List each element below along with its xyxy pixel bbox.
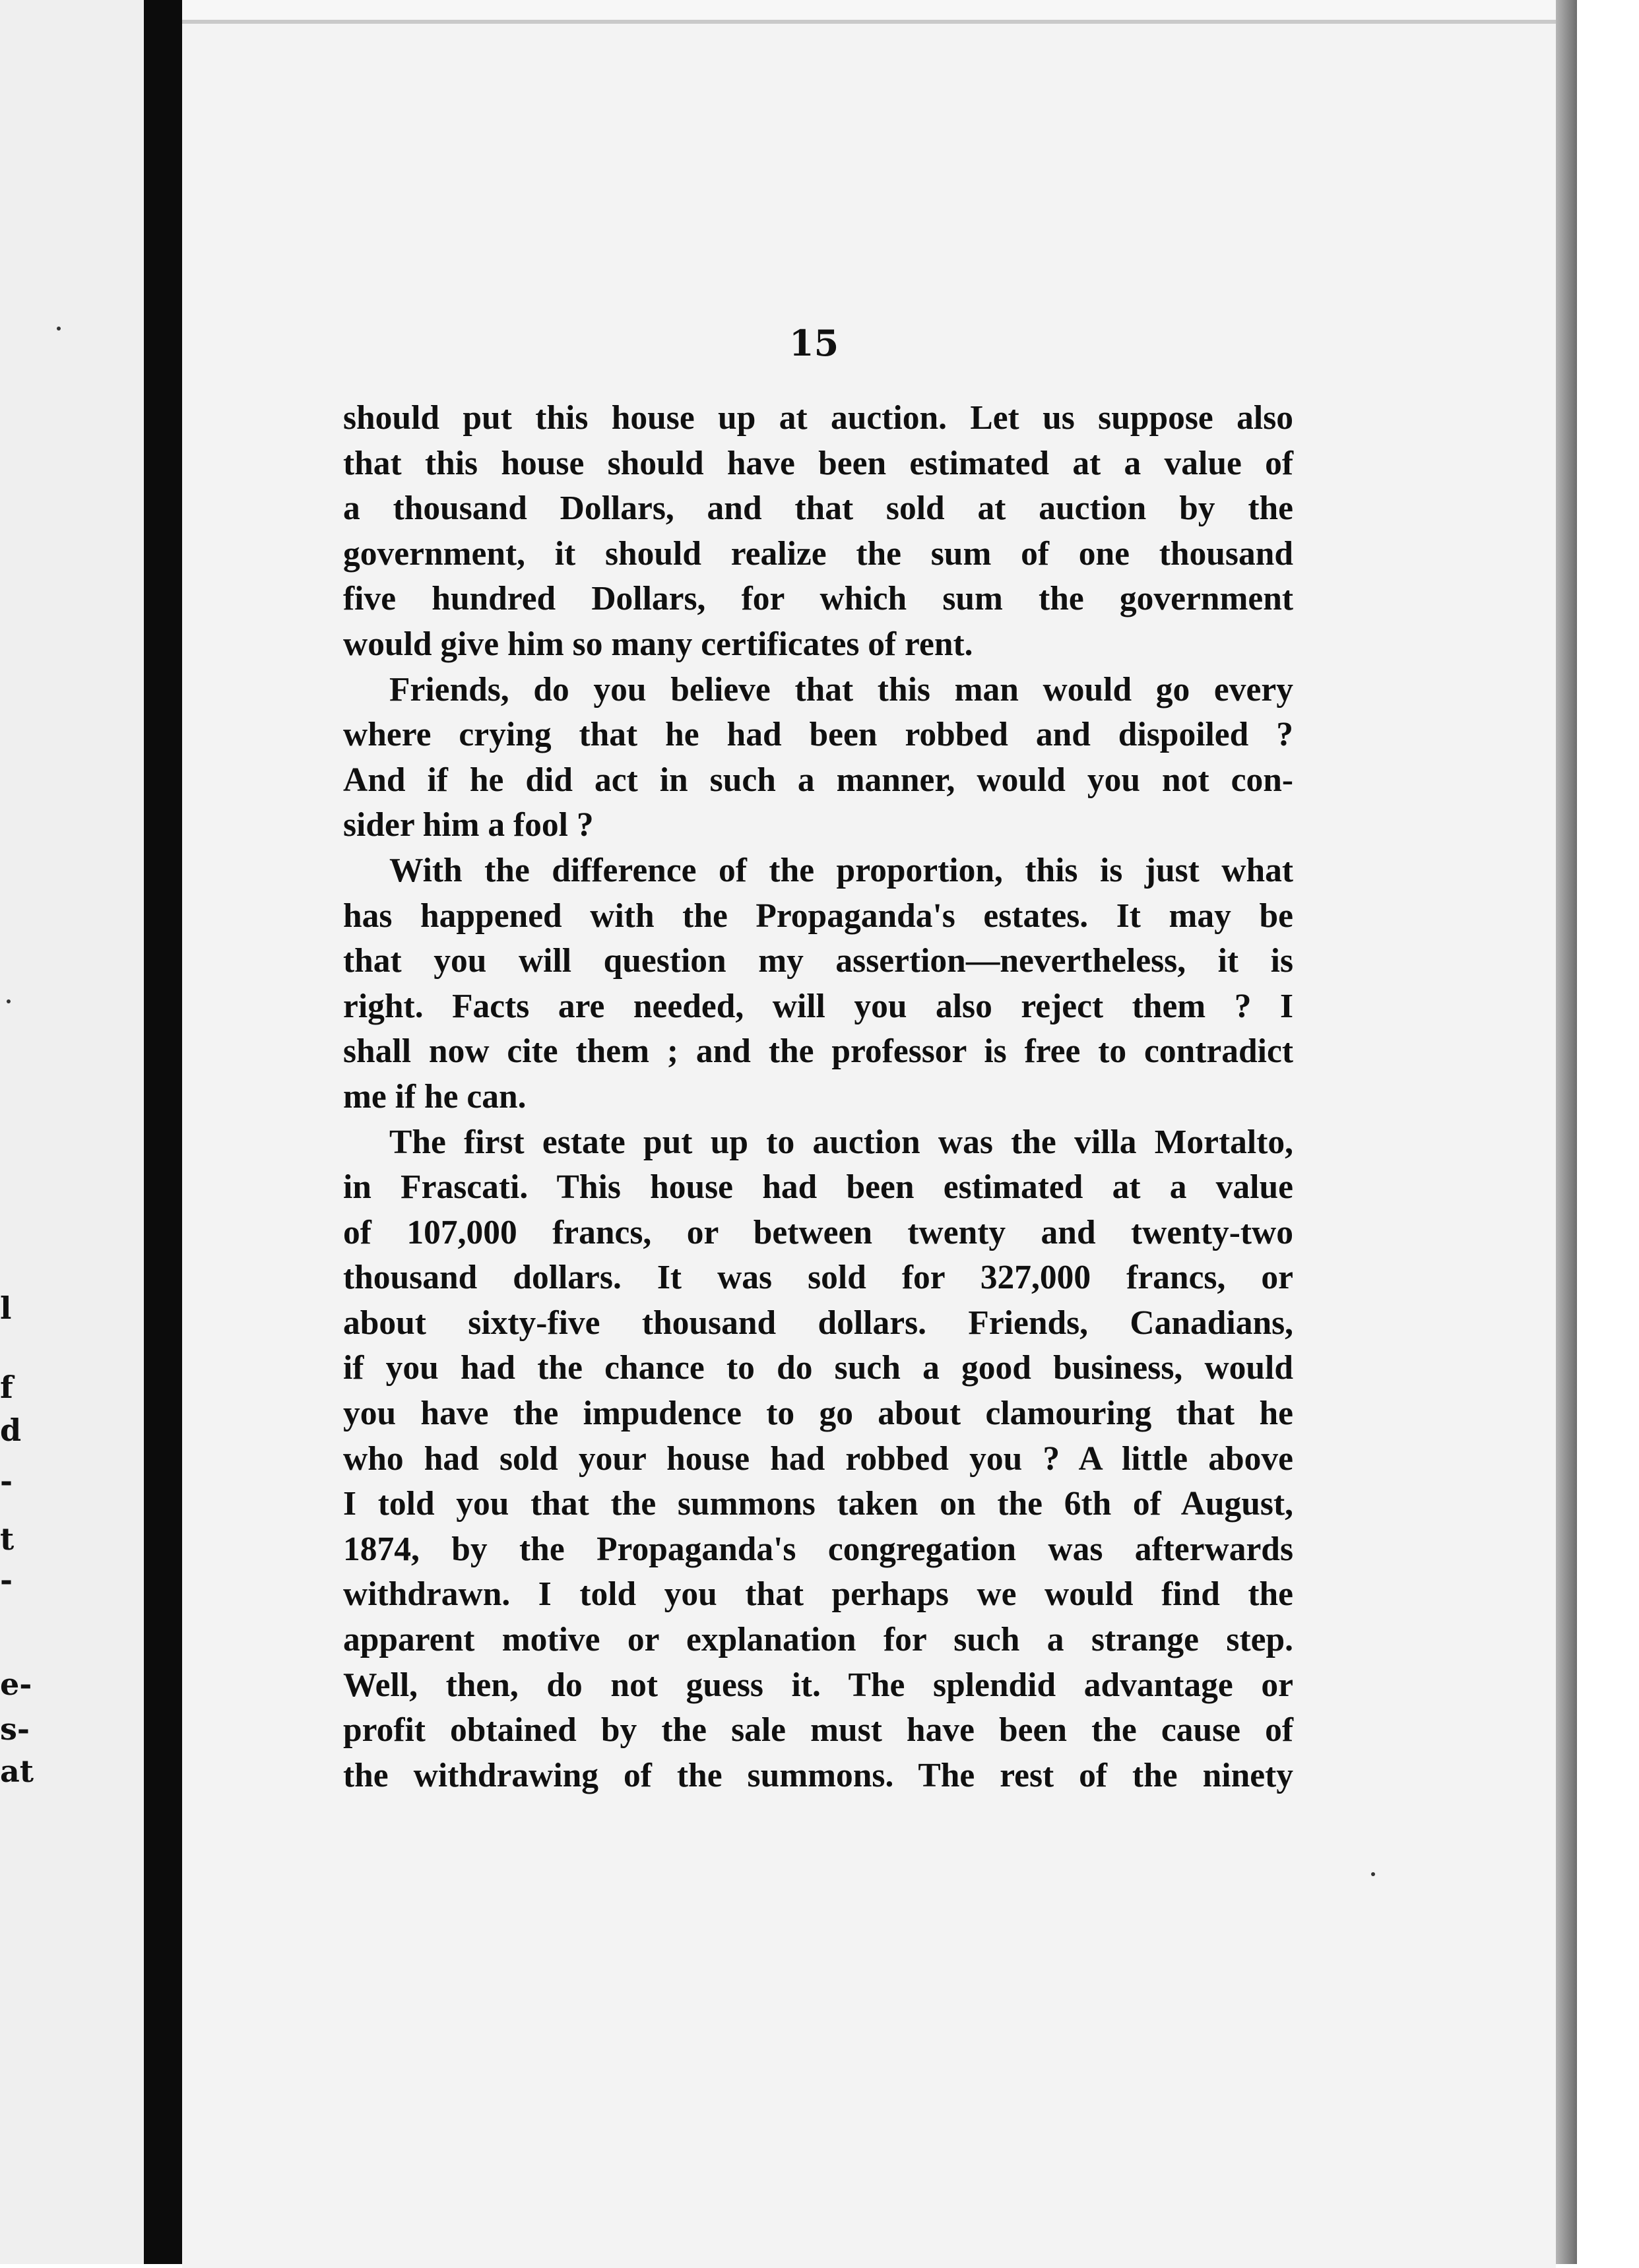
text-line: that you will question my assertion—nevertheless, it is [343,942,1293,980]
text-line: sider him a fool ? [343,806,594,844]
left-page-fragment: - [0,1562,13,1598]
text-line: withdrawn. I told you that perhaps we would find the [343,1575,1293,1614]
text-line: in Frascati. This house had been estimated at a value [343,1168,1293,1207]
text-line: that this house should have been estimated at a value of [343,444,1293,482]
body-text [343,396,1293,1798]
left-page-edge [0,0,144,2264]
text-line: would give him so many certificates of rent. [343,625,973,663]
left-page-fragment: s- [0,1711,30,1747]
left-page-fragment: e- [0,1666,32,1702]
left-page-fragment: at [0,1753,34,1789]
text-line: has happened with the Propaganda's estates. It may be [343,897,1293,935]
text-line: if you had the chance to do such a good business, would [343,1349,1293,1387]
text-line: And if he did act in such a manner, would you not con- [343,761,1293,799]
text-line: me if he can. [343,1077,527,1116]
text-line: The first estate put up to auction was the villa Mortalto, [389,1123,1293,1161]
text-line: 1874, by the Propaganda's congregation was afterwards [343,1530,1293,1568]
text-line: With the difference of the proportion, this is just what [389,851,1293,889]
text-line: profit obtained by the sale must have been the cause of [343,1711,1293,1749]
left-page-fragment: t [0,1521,15,1557]
text-line: right. Facts are needed, will you also reject them ? I [343,987,1293,1025]
text-line: Friends, do you believe that this man would go every [389,670,1293,709]
text-line: apparent motive or explanation for such a strange step. [343,1621,1293,1659]
text-line: government, it should realize the sum of one thousand [343,534,1293,573]
page-right-margin [1577,0,1639,2264]
text-line: shall now cite them ; and the professor is free to contradict [343,1032,1293,1071]
left-page-fragment: l [0,1290,12,1326]
page-number: 15 [789,322,839,364]
left-page-fragment: - [0,1463,13,1499]
page-right-shadow [1556,0,1577,2264]
text-line: of 107,000 francs, or between twenty and twenty-two [343,1213,1293,1251]
text-line: who had sold your house had robbed you ? A little above [343,1439,1293,1478]
text-line: about sixty-five thousand dollars. Friends, Canadians, [343,1304,1293,1342]
dust-speck [1371,1872,1375,1876]
text-line: Well, then, do not guess it. The splendid advantage or [343,1666,1293,1704]
text-line: you have the impudence to go about clamouring that he [343,1395,1293,1433]
text-line: should put this house up at auction. Let us suppose also [343,399,1293,437]
dust-speck [7,999,11,1003]
left-page-fragment: d [0,1412,22,1448]
text-line: five hundred Dollars, for which sum the government [343,580,1293,618]
left-page-fragment: f [0,1370,13,1405]
dust-speck [57,327,61,331]
text-line: where crying that he had been robbed and dispoiled ? [343,716,1293,754]
text-line: a thousand Dollars, and that sold at auction by the [343,489,1293,528]
text-line: the withdrawing of the summons. The rest of the ninety [343,1756,1293,1794]
text-line: I told you that the summons taken on the 6th of August, [343,1485,1293,1523]
text-line: thousand dollars. It was sold for 327,000 francs, or [343,1259,1293,1297]
book-spine-shadow [144,0,182,2264]
